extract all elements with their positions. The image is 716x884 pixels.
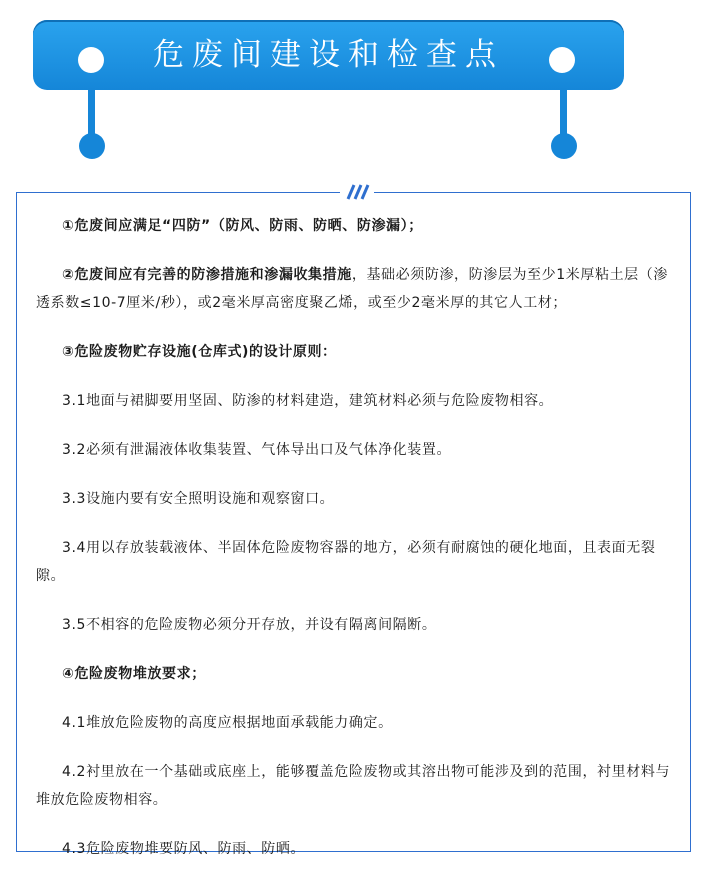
left-hanger-line bbox=[88, 88, 95, 136]
item-text: 3.5不相容的危险废物必须分开存放，并设有隔离间隔断。 bbox=[62, 617, 437, 633]
slash-mark-icon bbox=[340, 184, 374, 200]
list-item bbox=[36, 485, 678, 513]
title-banner bbox=[33, 20, 624, 90]
right-hanger-line bbox=[560, 88, 567, 136]
item-heading: ③危险废物贮存设施(仓库式)的设计原则： bbox=[62, 344, 337, 360]
item-text: ，基础必须防渗，防渗层为至少1米厚粘土层（渗透系数≤10-7厘米/秒），或2毫米厚高密度聚乙烯，或至少2毫米厚的其它人工材； bbox=[36, 267, 668, 311]
left-hanger-dot-icon bbox=[79, 133, 105, 159]
list-item bbox=[36, 436, 678, 464]
list-item bbox=[36, 212, 678, 240]
banner-right-dot-icon bbox=[549, 47, 575, 73]
item-text: 3.1地面与裙脚要用坚固、防渗的材料建造，建筑材料必须与危险废物相容。 bbox=[62, 393, 554, 409]
item-text: 3.4用以存放装载液体、半固体危险废物容器的地方，必须有耐腐蚀的硬化地面，且表面无裂隙。 bbox=[36, 540, 656, 584]
list-item bbox=[36, 709, 678, 737]
list-item bbox=[36, 758, 678, 814]
right-hanger-dot-icon bbox=[551, 133, 577, 159]
list-item bbox=[36, 835, 678, 863]
item-text: 3.3设施内要有安全照明设施和观察窗口。 bbox=[62, 491, 335, 507]
main-content bbox=[36, 212, 678, 884]
item-heading: ②危废间应有完善的防渗措施和渗漏收集措施 bbox=[62, 267, 352, 283]
list-item bbox=[36, 611, 678, 639]
list-item bbox=[36, 660, 678, 688]
list-item bbox=[36, 534, 678, 590]
list-item bbox=[36, 261, 678, 317]
item-text: 3.2必须有泄漏液体收集装置、气体导出口及气体净化装置。 bbox=[62, 442, 452, 458]
page-title: 危废间建设和检查点 bbox=[153, 37, 504, 73]
item-heading: ④危险废物堆放要求； bbox=[62, 666, 206, 682]
list-item bbox=[36, 387, 678, 415]
item-heading: ①危废间应满足“四防”（防风、防雨、防晒、防渗漏）； bbox=[62, 218, 423, 234]
item-text: 4.1堆放危险废物的高度应根据地面承载能力确定。 bbox=[62, 715, 393, 731]
list-item bbox=[36, 338, 678, 366]
item-text: 4.2衬里放在一个基础或底座上，能够覆盖危险废物或其溶出物可能涉及到的范围，衬里材料与堆放危险废物相容。 bbox=[36, 764, 671, 808]
item-text: 4.3危险废物堆要防风、防雨、防晒。 bbox=[62, 841, 306, 857]
